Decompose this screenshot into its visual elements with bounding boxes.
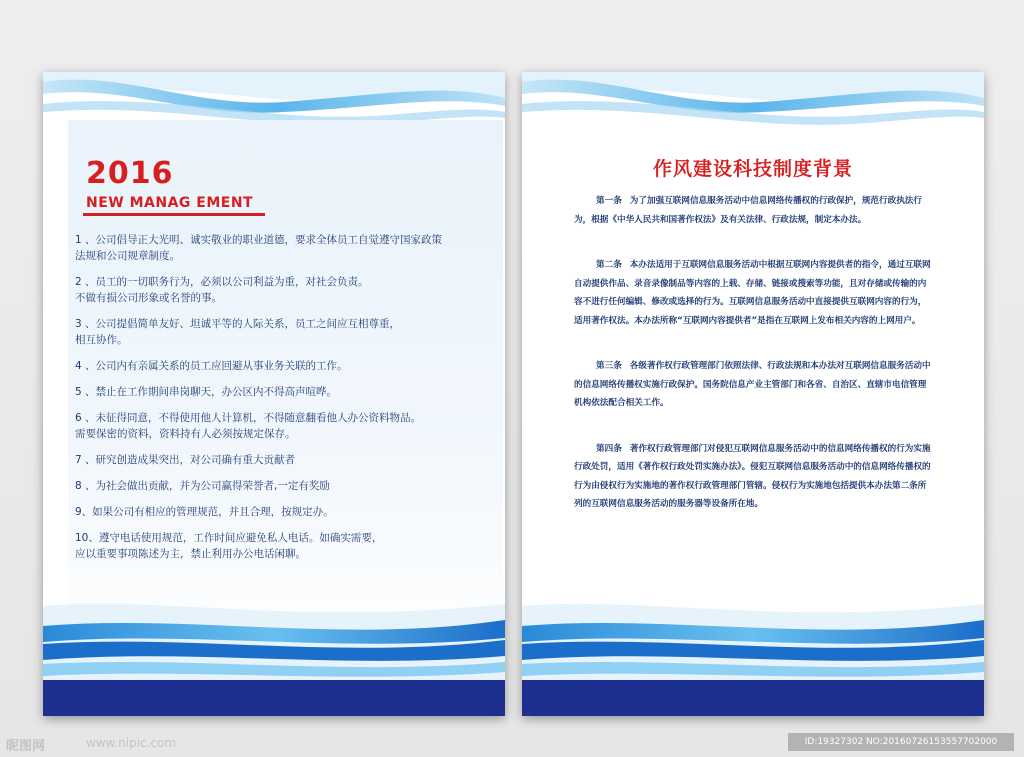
bottom-wave-decoration xyxy=(43,586,505,716)
rule-item: 3 、公司提倡简单友好、坦诚平等的人际关系，员工之间应互相尊重， 相互协作。 xyxy=(75,318,401,346)
article-item xyxy=(574,256,934,330)
poster-title: 作风建设科技制度背景 xyxy=(652,158,853,180)
subtitle-heading: NEW MANAG EMENT xyxy=(86,195,254,211)
rules-list xyxy=(75,232,495,572)
article-item xyxy=(574,192,934,229)
rule-item: 8 、为社会做出贡献，并为公司赢得荣誉者,一定有奖励 xyxy=(75,480,330,492)
article-item xyxy=(574,357,934,413)
article-heading: 第四条 xyxy=(596,443,622,454)
rule-item: 4 、公司内有亲属关系的员工应回避从事业务关联的工作。 xyxy=(75,360,348,372)
rule-item: 9、如果公司有相应的管理规范，并且合理，按规定办。 xyxy=(75,506,334,518)
article-heading: 第三条 xyxy=(596,361,622,371)
rule-item: 6 、未征得同意，不得使用他人计算机，不得随意翻看他人办公资料物品。 需要保密的资料，资料持有人必须按规定保存。 xyxy=(75,412,422,440)
article-text: 为了加强互联网信息服务活动中信息网络传播权的行政保护，规范行政执法行为，根据《中华人民共和国著作权法》及有关法律、行政法规，制定本办法。 xyxy=(574,196,922,225)
article-item xyxy=(574,440,934,514)
articles-list xyxy=(574,192,934,541)
rule-item: 2 、员工的一切职务行为，必须以公司利益为重，对社会负责。 不做有损公司形象或名誉的事。 xyxy=(75,276,369,304)
article-text: 本办法适用于互联网信息服务活动中根据互联网内容提供者的指令，通过互联网自动提供作品、录音录像制品等内容的上载、存储、链接或搜索等功能，且对存储或传输的内容不进行任何编辑、修改或选择的行为。互联网信息服务活动中直接提供互联网内容的行为，适用著作权法。本办法所称“互联网内容提供者”是指在互联网上发布相关内容的上网用户。 xyxy=(574,260,931,326)
article-heading: 第一条 xyxy=(596,196,622,206)
rule-item: 1 、公司倡导正大光明、诚实敬业的职业道德，要求全体员工自觉遵守国家政策 法规和公司规章制度。 xyxy=(75,234,443,262)
watermark-url: www.nipic.com xyxy=(86,736,177,750)
subtitle-underline xyxy=(83,213,265,216)
left-poster xyxy=(43,72,505,716)
image-id-badge: ID:19327302 NO:20160726153557702000 xyxy=(788,733,1014,751)
bottom-wave-decoration xyxy=(522,586,984,716)
right-poster xyxy=(522,72,984,716)
rule-item: 5 、禁止在工作期间串岗聊天，办公区内不得高声喧哗。 xyxy=(75,386,338,398)
article-text: 著作权行政管理部门对侵犯互联网信息服务活动中的信息网络传播权的行为实施行政处罚，适用《著作权行政处罚实施办法》。侵犯互联网信息服务活动中的信息网络传播权的行为由侵权行为实施地的著作权行政管理部门管辖。侵权行为实施地包括提供本办法第二条所列的互联网信息服务活动的服务器等设备所在地。 xyxy=(574,443,931,509)
rule-item: 7 、研究创造成果突出，对公司确有重大贡献者 xyxy=(75,454,296,466)
rule-item: 10、遵守电话使用规范，工作时间应避免私人电话。如确实需要， 应以重要事项陈述为主，禁止利用办公电话闲聊。 xyxy=(75,532,383,560)
year-heading: 2016 xyxy=(86,156,174,191)
article-heading: 第二条 xyxy=(596,260,622,270)
article-text: 各级著作权行政管理部门依照法律、行政法规和本办法对互联网信息服务活动中的信息网络传播权实施行政保护。国务院信息产业主管部门和各省、自治区、直辖市电信管理机构依法配合相关工作。 xyxy=(574,361,931,408)
watermark-logo: 昵图网 xyxy=(6,739,46,754)
